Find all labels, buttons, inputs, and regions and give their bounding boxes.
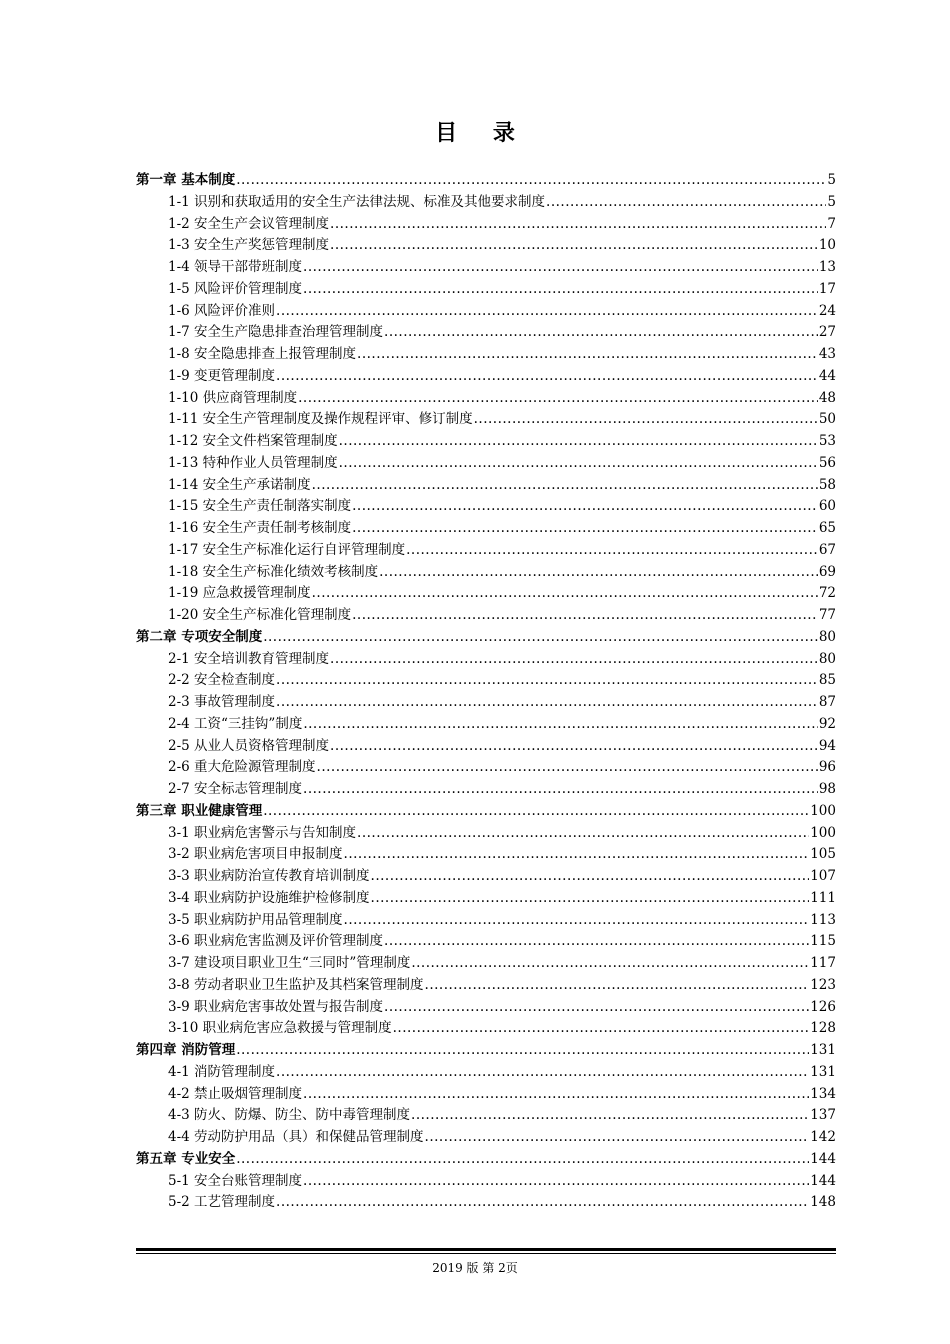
toc-chapter-entry[interactable]: [136, 170, 836, 192]
toc-dot-leader: [330, 235, 818, 257]
toc-entry-label: 2-4 工资“三挂钩”制度: [168, 715, 303, 732]
toc-dot-leader: [357, 823, 809, 845]
footer-rule-thin: [136, 1253, 836, 1254]
toc-section-entry[interactable]: [136, 844, 836, 866]
toc-page-number: 85: [818, 672, 836, 689]
toc-dot-leader: [276, 1192, 809, 1214]
toc-entry-label: 3-5 职业病防护用品管理制度: [168, 911, 343, 928]
toc-entry-label: 3-7 建设项目职业卫生“三同时”管理制度: [168, 955, 411, 971]
toc-section-entry[interactable]: [136, 496, 836, 518]
toc-page-number: 142: [810, 1129, 836, 1145]
toc-section-entry[interactable]: [136, 1127, 836, 1149]
toc-section-entry[interactable]: [136, 649, 836, 671]
toc-entry-label: 3-2 职业病危害项目申报制度: [168, 846, 343, 863]
toc-chapter-entry[interactable]: [136, 801, 836, 823]
toc-page-number: 100: [810, 824, 836, 841]
toc-entry-label: 1-18 安全生产标准化绩效考核制度: [168, 563, 379, 580]
toc-section-entry[interactable]: [136, 344, 836, 366]
toc-dot-leader: [371, 866, 810, 888]
toc-page-number: 5: [827, 172, 836, 188]
toc-entry-label: 3-4 职业病防护设施维护检修制度: [168, 889, 370, 906]
toc-page-number: 17: [818, 280, 836, 297]
toc-page-number: 7: [827, 215, 836, 232]
toc-page-number: 131: [810, 1063, 836, 1080]
toc-entry-label: 1-9 变更管理制度: [168, 367, 276, 384]
toc-section-entry[interactable]: [136, 540, 836, 562]
toc-page-number: 13: [818, 259, 836, 275]
toc-page-number: 92: [818, 715, 836, 732]
toc-section-entry[interactable]: [136, 888, 836, 910]
toc-dot-leader: [425, 975, 810, 997]
toc-dot-leader: [357, 344, 818, 366]
toc-page-number: 80: [818, 628, 836, 645]
toc-entry-label: 第三章 职业健康管理: [136, 802, 263, 819]
toc-entry-label: 4-3 防火、防爆、防尘、防中毒管理制度: [168, 1107, 411, 1124]
toc-page-number: 27: [818, 324, 836, 341]
toc-entry-label: 1-19 应急救援管理制度: [168, 585, 311, 602]
toc-page-number: 98: [818, 781, 836, 797]
toc-section-entry[interactable]: [136, 714, 836, 736]
toc-section-entry[interactable]: [136, 431, 836, 453]
toc-entry-label: 1-3 安全生产奖惩管理制度: [168, 237, 330, 254]
toc-entry-label: 2-1 安全培训教育管理制度: [168, 650, 330, 667]
toc-dot-leader: [276, 366, 818, 388]
toc-entry-label: 1-16 安全生产责任制考核制度: [168, 520, 352, 536]
toc-page-number: 148: [810, 1194, 836, 1211]
toc-dot-leader: [384, 322, 818, 344]
toc-section-entry[interactable]: [136, 388, 836, 410]
page-title: 目 录: [435, 120, 529, 146]
toc-section-entry[interactable]: [136, 453, 836, 475]
toc-dot-leader: [276, 301, 818, 323]
toc-page-number: 43: [818, 346, 836, 362]
toc-dot-leader: [236, 1149, 809, 1171]
toc-dot-leader: [546, 192, 826, 214]
toc-entry-label: 1-15 安全生产责任制落实制度: [168, 498, 352, 515]
toc-entry-label: 1-11 安全生产管理制度及操作规程评审、修订制度: [168, 411, 473, 428]
toc-entry-label: 5-1 安全台账管理制度: [168, 1172, 303, 1189]
toc-entry-label: 3-8 劳动者职业卫生监护及其档案管理制度: [168, 976, 424, 993]
toc-section-entry[interactable]: [136, 1105, 836, 1127]
toc-section-entry[interactable]: [136, 518, 836, 540]
toc-section-entry[interactable]: [136, 823, 836, 845]
footer-rule-thick: [136, 1248, 836, 1251]
toc-entry-label: 1-6 风险评价准则: [168, 302, 276, 319]
toc-section-entry[interactable]: [136, 1018, 836, 1040]
toc-section-entry[interactable]: [136, 757, 836, 779]
toc-section-entry[interactable]: [136, 953, 836, 975]
toc-section-entry[interactable]: [136, 997, 836, 1019]
toc-dot-leader: [298, 388, 818, 410]
toc-dot-leader: [371, 888, 810, 910]
toc-entry-label: 3-1 职业病危害警示与告知制度: [168, 824, 357, 841]
toc-chapter-entry[interactable]: [136, 627, 836, 649]
toc-dot-leader: [384, 997, 809, 1019]
toc-dot-leader: [276, 1062, 809, 1084]
toc-section-entry[interactable]: [136, 1171, 836, 1193]
toc-page-number: 60: [818, 498, 836, 515]
toc-entry-label: 1-2 安全生产会议管理制度: [168, 215, 330, 232]
toc-dot-leader: [303, 1084, 809, 1106]
toc-dot-leader: [263, 627, 818, 649]
toc-dot-leader: [411, 1105, 809, 1127]
toc-dot-leader: [330, 736, 818, 758]
toc-page-number: 77: [818, 607, 836, 623]
toc-section-entry[interactable]: [136, 235, 836, 257]
toc-page-number: 24: [818, 302, 836, 319]
toc-entry-label: 1-14 安全生产承诺制度: [168, 476, 311, 493]
toc-dot-leader: [276, 692, 818, 714]
toc-page-number: 50: [818, 411, 836, 428]
toc-section-entry[interactable]: [136, 583, 836, 605]
toc-dot-leader: [379, 562, 818, 584]
toc-section-entry[interactable]: [136, 670, 836, 692]
toc-entry-label: 2-7 安全标志管理制度: [168, 781, 303, 797]
toc-entry-label: 第二章 专项安全制度: [136, 628, 263, 645]
toc-entry-label: 2-6 重大危险源管理制度: [168, 759, 316, 776]
toc-chapter-entry[interactable]: [136, 1040, 836, 1062]
toc-section-entry[interactable]: [136, 279, 836, 301]
toc-dot-leader: [317, 757, 818, 779]
toc-dot-leader: [393, 1018, 810, 1040]
toc-section-entry[interactable]: [136, 692, 836, 714]
toc-dot-leader: [263, 801, 809, 823]
toc-section-entry[interactable]: [136, 1062, 836, 1084]
toc-section-entry[interactable]: [136, 475, 836, 497]
toc-dot-leader: [384, 931, 809, 953]
toc-entry-label: 3-9 职业病危害事故处置与报告制度: [168, 998, 384, 1015]
toc-dot-leader: [330, 649, 818, 671]
toc-dot-leader: [303, 714, 817, 736]
toc-dot-leader: [352, 496, 818, 518]
toc-page-number: 5: [827, 193, 836, 210]
toc-entry-label: 1-1 识别和获取适用的安全生产法律法规、标准及其他要求制度: [168, 193, 546, 210]
toc-entry-label: 3-3 职业病防治宣传教育培训制度: [168, 868, 370, 884]
toc-page-number: 48: [818, 389, 836, 406]
toc-dot-leader: [312, 475, 818, 497]
toc-section-entry[interactable]: [136, 257, 836, 279]
toc-page-number: 144: [810, 1172, 836, 1189]
toc-section-entry[interactable]: [136, 366, 836, 388]
toc-section-entry[interactable]: [136, 409, 836, 431]
toc-dot-leader: [352, 518, 818, 540]
toc-entry-label: 4-4 劳动防护用品（具）和保健品管理制度: [168, 1129, 424, 1145]
toc-page-number: 111: [810, 889, 836, 906]
toc-page-number: 67: [818, 541, 836, 558]
toc-page-number: 105: [810, 846, 836, 863]
toc-entry-label: 第四章 消防管理: [136, 1042, 236, 1058]
toc-entry-label: 1-12 安全文件档案管理制度: [168, 433, 338, 449]
toc-page-number: 53: [818, 433, 836, 449]
toc-section-entry[interactable]: [136, 910, 836, 932]
toc-dot-leader: [406, 540, 818, 562]
toc-page-number: 117: [810, 955, 836, 971]
toc-page-number: 144: [810, 1150, 836, 1167]
toc-entry-label: 2-5 从业人员资格管理制度: [168, 737, 330, 754]
toc-page-number: 131: [810, 1042, 836, 1058]
toc-entry-label: 1-7 安全生产隐患排查治理管理制度: [168, 324, 384, 341]
toc-dot-leader: [344, 844, 810, 866]
toc-page-number: 69: [818, 563, 836, 580]
toc-dot-leader: [303, 257, 818, 279]
toc-entry-label: 4-1 消防管理制度: [168, 1063, 276, 1080]
toc-dot-leader: [236, 1040, 809, 1062]
toc-section-entry[interactable]: [136, 214, 836, 236]
toc-entry-label: 4-2 禁止吸烟管理制度: [168, 1085, 303, 1102]
toc-section-entry[interactable]: [136, 301, 836, 323]
toc-dot-leader: [339, 431, 818, 453]
toc-section-entry[interactable]: [136, 562, 836, 584]
toc-page-number: 94: [818, 737, 836, 754]
toc-page-number: 65: [818, 520, 836, 536]
toc-dot-leader: [276, 670, 818, 692]
toc-section-entry[interactable]: [136, 975, 836, 997]
toc-entry-label: 第五章 专业安全: [136, 1150, 236, 1167]
toc-dot-leader: [352, 605, 818, 627]
toc-section-entry[interactable]: [136, 779, 836, 801]
toc-entry-label: 5-2 工艺管理制度: [168, 1194, 276, 1211]
toc-dot-leader: [303, 279, 818, 301]
toc-dot-leader: [411, 953, 809, 975]
toc-page-number: 72: [818, 585, 836, 602]
toc-section-entry[interactable]: [136, 1084, 836, 1106]
toc-entry-label: 1-20 安全生产标准化管理制度: [168, 607, 352, 623]
page-footer: 2019 版 第 2页: [432, 1261, 518, 1275]
toc-entry-label: 1-17 安全生产标准化运行自评管理制度: [168, 541, 406, 558]
toc-page-number: 10: [818, 237, 836, 254]
toc-entry-label: 1-8 安全隐患排查上报管理制度: [168, 346, 357, 362]
toc-page-number: 87: [818, 694, 836, 710]
toc-dot-leader: [236, 170, 826, 192]
toc-page-number: 80: [818, 650, 836, 667]
toc-entry-label: 1-10 供应商管理制度: [168, 389, 298, 406]
toc-chapter-entry[interactable]: [136, 1149, 836, 1171]
toc-dot-leader: [425, 1127, 810, 1149]
toc-page-number: 128: [810, 1020, 836, 1037]
toc-entry-label: 2-2 安全检查制度: [168, 672, 276, 689]
toc-section-entry[interactable]: [136, 931, 836, 953]
toc-section-entry[interactable]: [136, 605, 836, 627]
toc-entry-label: 第一章 基本制度: [136, 172, 236, 188]
toc-entry-label: 1-5 风险评价管理制度: [168, 280, 303, 297]
toc-page-number: 100: [810, 802, 836, 819]
toc-page-number: 96: [818, 759, 836, 776]
toc-entry-label: 2-3 事故管理制度: [168, 694, 276, 710]
toc-entry-label: 1-4 领导干部带班制度: [168, 259, 303, 275]
toc-page-number: 126: [810, 998, 836, 1015]
toc-page-number: 137: [810, 1107, 836, 1124]
toc-dot-leader: [303, 779, 818, 801]
toc-page-number: 123: [810, 976, 836, 993]
toc-page-number: 134: [810, 1085, 836, 1102]
toc-section-entry[interactable]: [136, 322, 836, 344]
toc-section-entry[interactable]: [136, 866, 836, 888]
toc-entry-label: 1-13 特种作业人员管理制度: [168, 454, 338, 471]
toc-dot-leader: [344, 910, 810, 932]
toc-dot-leader: [330, 214, 826, 236]
table-of-contents: [136, 170, 836, 1214]
toc-page-number: 113: [810, 911, 836, 928]
toc-section-entry[interactable]: [136, 736, 836, 758]
toc-section-entry[interactable]: [136, 192, 836, 214]
toc-page-number: 44: [818, 367, 836, 384]
toc-section-entry[interactable]: [136, 1192, 836, 1214]
toc-dot-leader: [339, 453, 818, 475]
toc-dot-leader: [474, 409, 818, 431]
toc-dot-leader: [312, 583, 818, 605]
toc-page-number: 56: [818, 454, 836, 471]
toc-entry-label: 3-6 职业病危害监测及评价管理制度: [168, 933, 384, 950]
toc-entry-label: 3-10 职业病危害应急救援与管理制度: [168, 1020, 392, 1037]
toc-page-number: 107: [810, 868, 836, 884]
toc-dot-leader: [303, 1171, 809, 1193]
toc-page-number: 115: [810, 933, 836, 950]
toc-page-number: 58: [818, 476, 836, 493]
